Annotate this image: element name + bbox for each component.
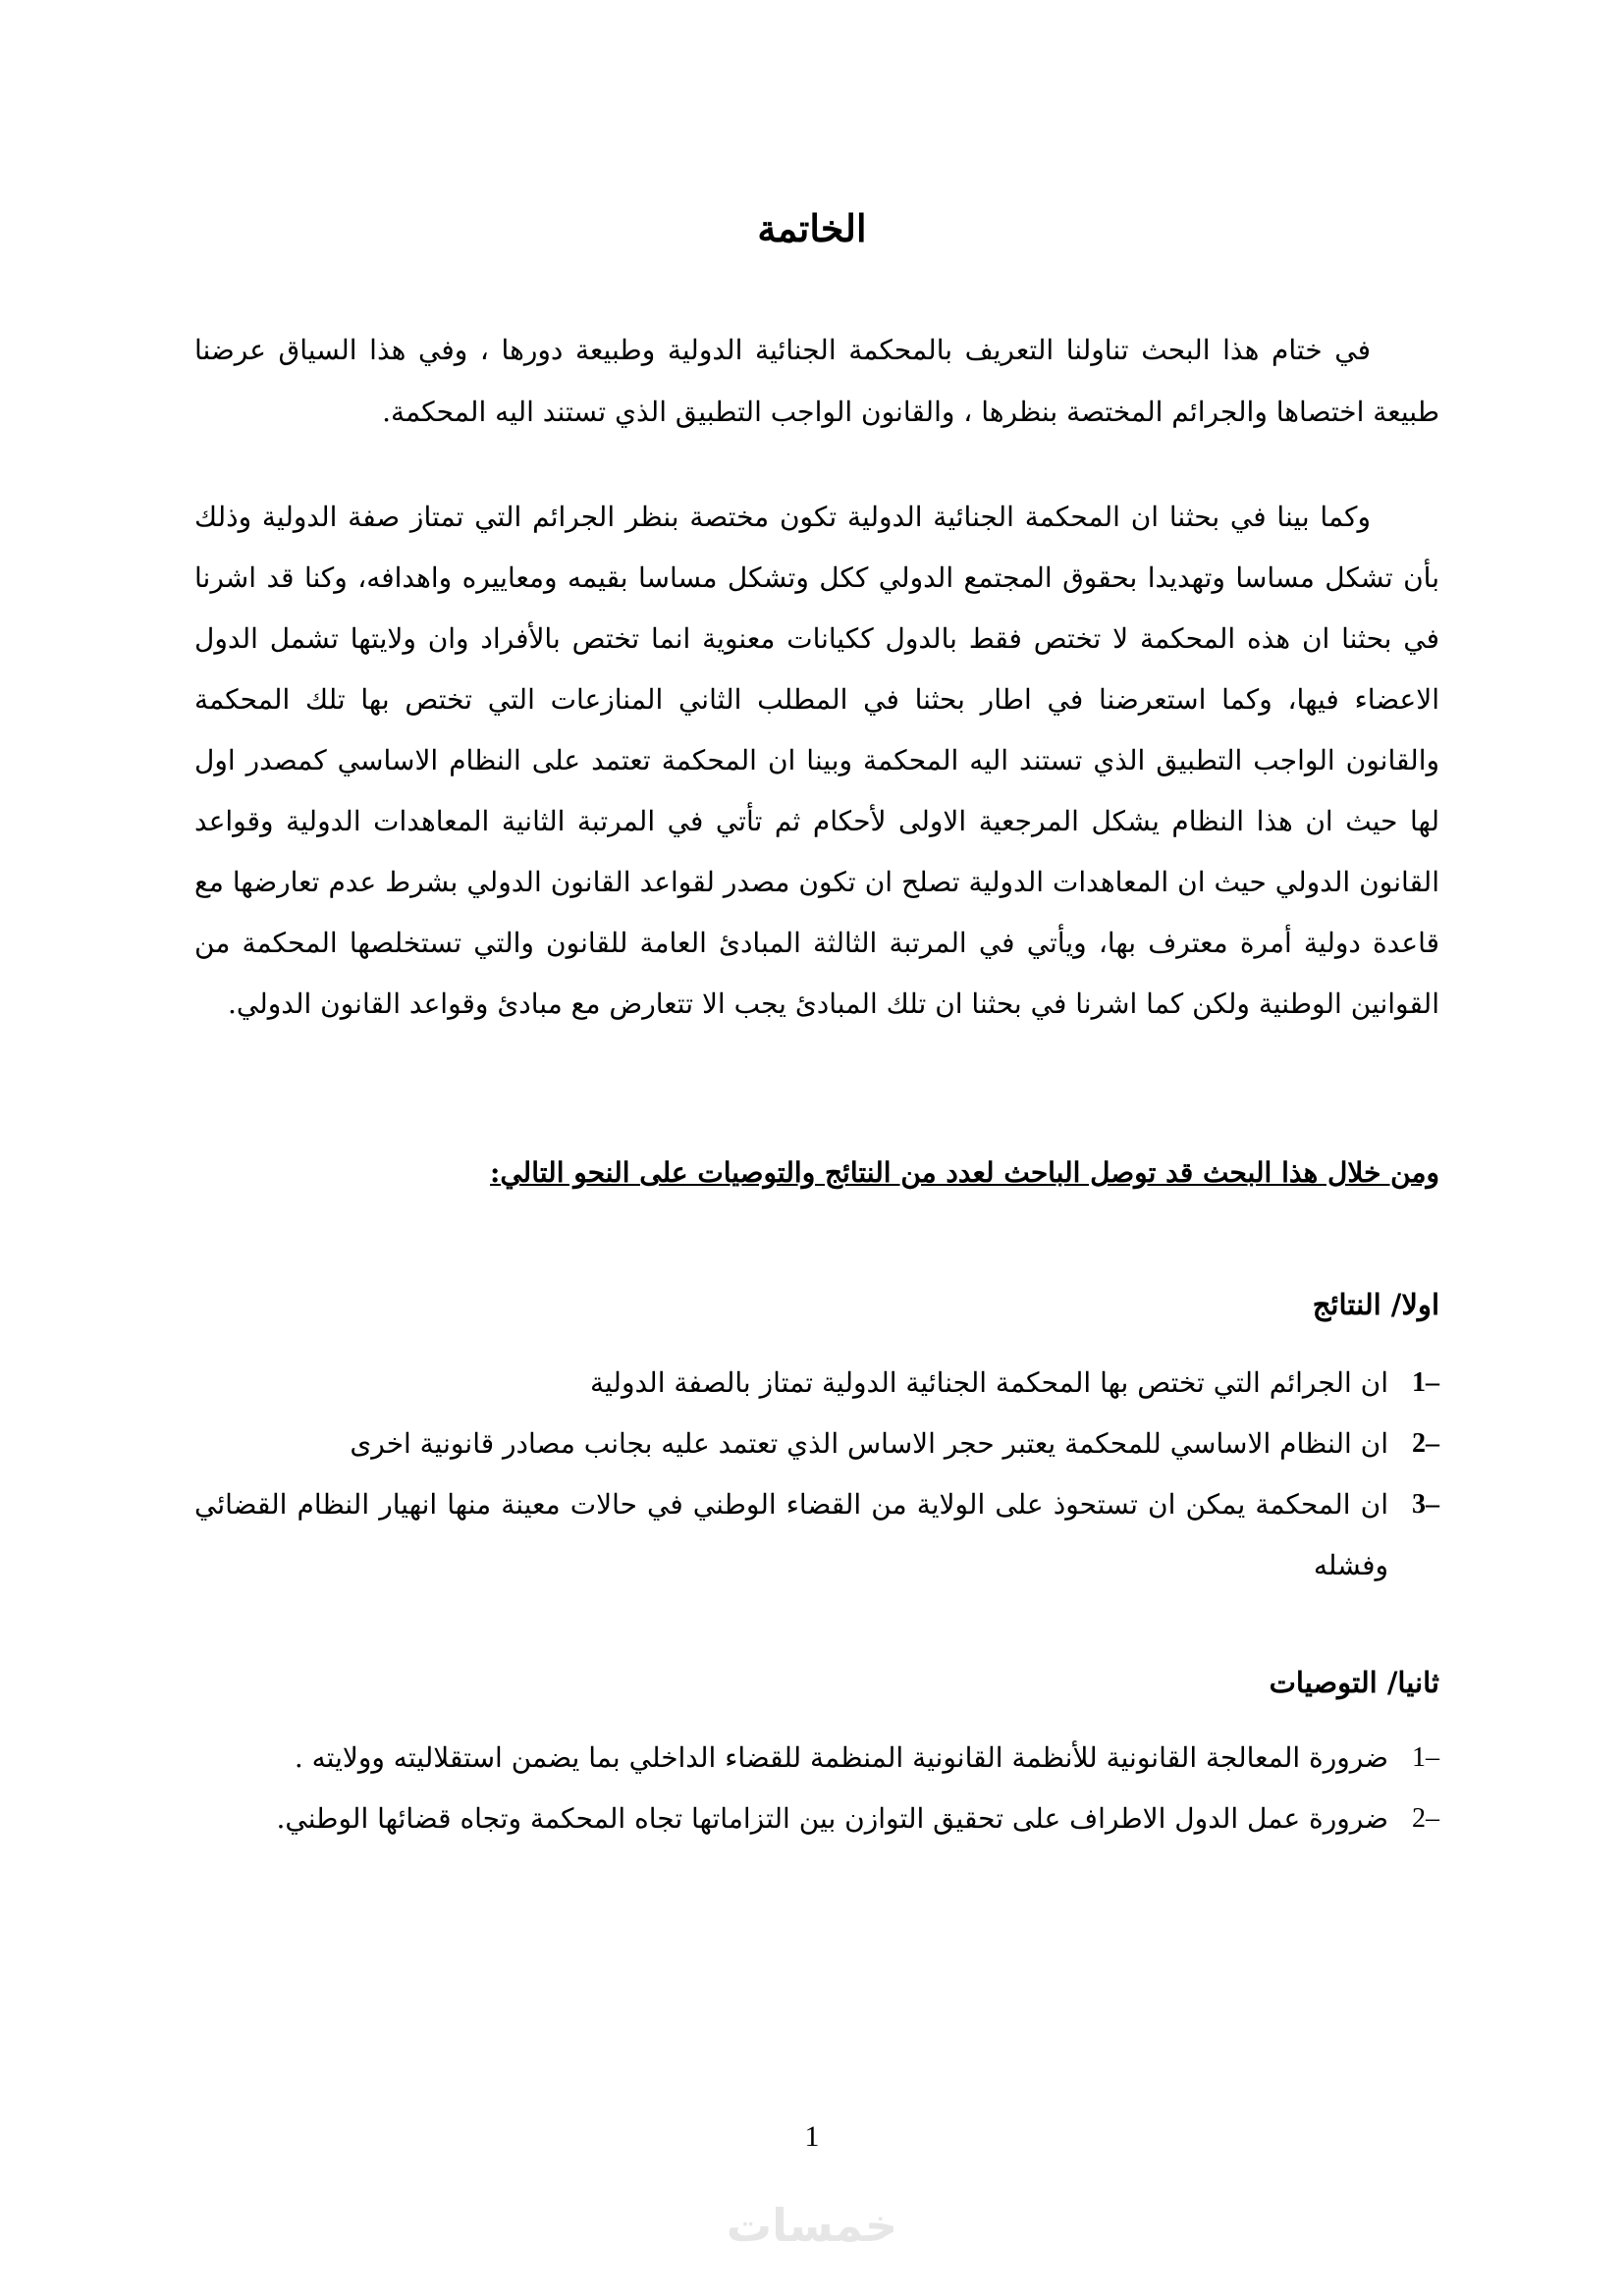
findings-intro-heading: ومن خلال هذا البحث قد توصل الباحث لعدد من النتائج والتوصيات على النحو التالي: xyxy=(490,1156,1439,1189)
page-title: الخاتمة xyxy=(757,206,867,250)
recommendation-item-number: 1– xyxy=(1412,1742,1439,1773)
results-list xyxy=(194,1353,1439,1596)
result-item-number: 3– xyxy=(1412,1489,1439,1520)
body-paragraph: وكما بينا في بحثنا ان المحكمة الجنائية الدولية تكون مختصة بنظر الجرائم التي تمتاز صفة الدولية وذلك بأن تشكل مساسا وتهديدا بحقوق المجتمع الدولي ككل وتشكل مساسا بقيمه ومعاييره واهدافه، وكنا قد اشرنا في بحثنا ان هذه المحكمة لا تختص فقط بالدول ككيانات معنوية انما تختص بالأفراد وان ولايتها تشمل الدول الاعضاء فيها، وكما استعرضنا في اطار بحثنا في المطلب الثاني المنازعات التي تختص بها تلك المحكمة والقانون الواجب التطبيق الذي تستند اليه المحكمة وبينا ان المحكمة تعتمد على النظام الاساسي كمصدر اول لها حيث ان هذا النظام يشكل المرجعية الاولى لأحكام ثم تأتي في المرتبة الثانية المعاهدات الدولية وقواعد القانون الدولي حيث ان المعاهدات الدولية تصلح ان تكون مصدر لقواعد القانون الدولي بشرط عدم تعارضها مع قاعدة دولية أمرة معترف بها، ويأتي في المرتبة الثالثة المبادئ العامة للقانون والتي تستخلصها المحكمة من القوانين الوطنية ولكن كما اشرنا في بحثنا ان تلك المبادئ يجب الا تتعارض مع مبادئ وقواعد القانون الدولي. xyxy=(194,501,1440,1020)
intro-paragraph: في ختام هذا البحث تناولنا التعريف بالمحكمة الجنائية الدولية وطبيعة دورها ، وفي هذا السياق عرضنا طبيعة اختصاها والجرائم المختصة بنظرها ، والقانون الواجب التطبيق الذي تستند اليه المحكمة. xyxy=(194,334,1439,428)
recommendation-item xyxy=(194,1789,1439,1849)
recommendation-item xyxy=(194,1728,1439,1789)
results-heading: اولا/ النتائج xyxy=(1312,1288,1439,1321)
result-item-text: ان المحكمة يمكن ان تستحوذ على الولاية من القضاء الوطني في حالات معينة منها انهيار النظام القضائي وفشله xyxy=(194,1488,1388,1581)
result-item-text: ان النظام الاساسي للمحكمة يعتبر حجر الاساس الذي تعتمد عليه بجانب مصادر قانونية اخرى xyxy=(350,1427,1388,1460)
watermark-logo: خمسات xyxy=(726,2199,898,2252)
recommendation-item-text: ضرورة عمل الدول الاطراف على تحقيق التوازن بين التزاماتها تجاه المحكمة وتجاه قضائها الوطني. xyxy=(276,1802,1388,1835)
recommendations-list xyxy=(194,1728,1439,1849)
result-item-number: 2– xyxy=(1412,1428,1439,1459)
recommendation-item-number: 2– xyxy=(1412,1803,1439,1834)
result-item-number: 1– xyxy=(1412,1367,1439,1398)
result-item xyxy=(194,1414,1439,1474)
recommendations-heading: ثانيا/ التوصيات xyxy=(1269,1666,1439,1699)
result-item xyxy=(194,1474,1439,1596)
recommendation-item-text: ضرورة المعالجة القانونية للأنظمة القانونية المنظمة للقضاء الداخلي بما يضمن استقلاليته وولايته . xyxy=(294,1741,1388,1774)
page-number: 1 xyxy=(804,2120,820,2153)
result-item-text: ان الجرائم التي تختص بها المحكمة الجنائية الدولية تمتاز بالصفة الدولية xyxy=(589,1366,1388,1399)
result-item xyxy=(194,1353,1439,1414)
